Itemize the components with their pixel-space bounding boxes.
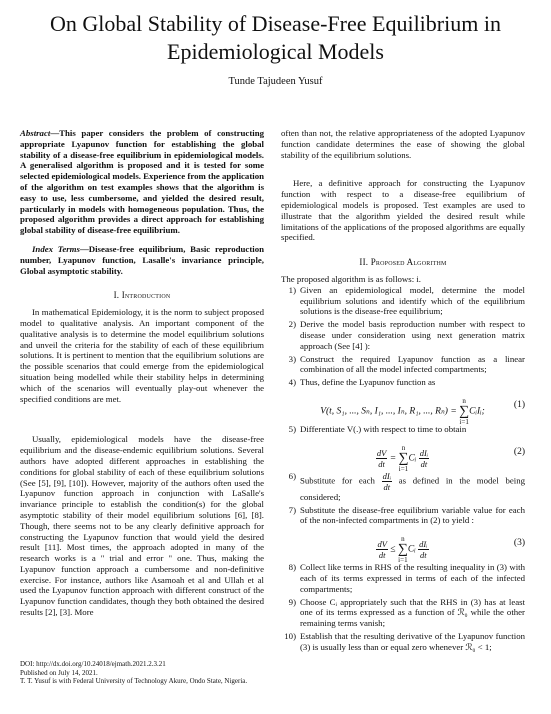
left-column xyxy=(20,128,264,618)
algorithm-intro: The proposed algorithm is as follows: i. xyxy=(281,273,421,284)
section-heading-proposed-algorithm: II. Proposed Algorithm xyxy=(359,257,447,268)
intro-paragraph-2: Usually, epidemiological models have the disease-free equilibrium and the disease-endemic equilibrium solutions. Several authors have adopted different approaches in establishing the conditions for global stability of each of these equilibrium solutions (See [5], [9], [10]). However, majority of the authors often used the Lyapunov function approach in conjunction with LaSalle's invariance principle to establish the condition(s) for the global asymptotic stability of their model equilibrium solutions [6], [8]. Though, there seems not to be any clearly definitive approach for constructing the Lyapunov function that would yield the desired result [11]. Most times, the approach adopted in many of the research works is a " trial and error " one. Thus, making the Lyapunov function approach a cumbersome and non-definitive exercise. For instance, authors like Asamoah et al and Ullah et al used the Lyapunov function approach with different construct of the Lyapunov function candidates, though they both obtained the desired results [2], [3]. More xyxy=(20,434,264,618)
algorithm-step: 9) Choose Cᵢ appropriately such that the RHS in (3) has at least one of its terms expressed as a function of ℛ₀ while the other remaining terms vanish; xyxy=(288,596,525,629)
publication-date: Published on July 14, 2021. xyxy=(20,668,98,677)
algorithm-step: 5) Differentiate V(.) with respect to time to obtain $\frac{dV}{dt}$ = n ∑ i=1Cᵢ $\frac{\text{dIᵢ}}{dt}$ (2) xyxy=(288,423,525,473)
title-line-1: On Global Stability of Disease-Free Equilibrium in xyxy=(50,11,501,36)
equation-number: (2) xyxy=(513,446,525,457)
algorithm-steps xyxy=(281,285,525,653)
algorithm-step: 1) Given an epidemiological model, determine the model equilibrium solutions and identify which of the equilibrium solutions is the disease-free equilibrium; xyxy=(288,284,525,317)
intro-paragraph-1: In mathematical Epidemiology, it is the norm to subject proposed model to qualitative analysis. An important component of the qualitative analysis is to determine the model equilibrium solutions and unveil the criteria for the stability of each of these equilibrium solutions. It is pertinent to mention that the equilibrium solutions are the possible scenarios that could emerge from the epidemiological situation being modelled while their stability helps in determining which of the scenarios will eventually play-out whenever the specified conditions are met. xyxy=(20,307,264,404)
section-heading-introduction: I. Introduction xyxy=(113,290,171,301)
index-terms xyxy=(20,244,264,276)
algorithm-step: 7) Substitute the disease-free equilibrium variable value for each of the non-infected compartments in (2) to yield : $\frac{dV}{dt}$ ≤ n ∑ i=1Cᵢ $\frac{\text{dIᵢ}}{dt}$ (3) xyxy=(288,504,525,565)
author-affiliation: T. T. Yusuf is with Federal University of Technology Akure, Ondo State, Nigeria. xyxy=(20,677,248,685)
sum-symbol: n ∑ i=1 xyxy=(459,396,470,426)
index-terms-label: Index Terms xyxy=(32,243,80,254)
equation-3: $\frac{dV}{dt}$ ≤ n ∑ i=1Cᵢ $\frac{\text{dIᵢ}}{dt}$ (3) xyxy=(377,535,525,565)
algorithm-step: 2) Derive the model basis reproduction number with respect to disease under consideration using next generation matrix approach (See [4] ): xyxy=(288,319,525,351)
doi-link[interactable]: DOI: http://dx.doi.org/10.24018/ejmath.2021.2.3.21 xyxy=(20,660,166,668)
intro-paragraph-3: often than not, the relative appropriateness of the adopted Lyapunov function candidate determines the ease of showing the global stability of the equilibrium solutions. xyxy=(281,128,525,160)
paper-title xyxy=(0,10,551,66)
algorithm-step: 6) Substitute for each $\frac{\text{dIᵢ}}{dt}$ as defined in the model being considered; xyxy=(288,470,525,502)
right-column xyxy=(281,128,525,655)
abstract xyxy=(20,128,264,236)
title-line-2: Epidemiological Models xyxy=(167,39,384,64)
equation-2: $\frac{dV}{dt}$ = n ∑ i=1Cᵢ $\frac{\text{dIᵢ}}{dt}$ (2) xyxy=(376,443,525,473)
intro-paragraph-4: Here, a definitive approach for constructing the Lyapunov function with respect to a disease-free equilibrium of epidemiological models is proposed. Test examples are used to illustrate that the algorithm yielded the desired result while limitations of the applications of the proposed algorithms are equally specified. xyxy=(281,178,525,243)
algorithm-step: 4) Thus, define the Lyapunov function as V(t, S₁, ..., Sₙ, I₁, ..., Iₙ, R₁, ..., Rₙ) = n ∑ i=1CᵢIᵢ; (1) xyxy=(288,377,525,426)
sum-symbol: n ∑ i=1 xyxy=(397,535,408,565)
equation-1: V(t, S₁, ..., Sₙ, I₁, ..., Iₙ, R₁, ..., Rₙ) = n ∑ i=1CᵢIᵢ; (1) xyxy=(320,396,525,426)
algorithm-step: 3) Construct the required Lyapunov function as a linear combination of all the model infected compartments; xyxy=(288,353,525,375)
algorithm-step: 8) Collect like terms in RHS of the resulting inequality in (3) with each of its terms expressed in terms of each of the infected compartments; xyxy=(288,562,525,594)
algorithm-step: 10) Establish that the resulting derivative of the Lyapunov function (3) is usually less than or equal zero whenever ℛ₀ < 1; xyxy=(284,630,525,652)
index-terms-text: —Disease-free equilibrium, Basic reproduction number, Lyapunov function, Lasalle's invariance principle, Global asymptotic stability. xyxy=(20,243,264,276)
author-name: Tunde Tajudeen Yusuf xyxy=(228,76,323,87)
equation-number: (3) xyxy=(513,538,525,549)
sum-symbol: n ∑ i=1 xyxy=(398,443,409,473)
equation-number: (1) xyxy=(513,399,525,410)
abstract-text: —This paper considers the problem of constructing appropriate Lyapunov function for establishing the global stability of a disease-free equilibrium in epidemiological models. A generalised algorithm is proposed and it is tested for some selected epidemiological models. Experience from the application of the algorithm on test examples shows that the algorithm is easy to use, less cumbersome, and yielded the desired result, particularly in models with homogeneous population. Thus, the proposed algorithm provides a direct approach for establishing global stability of disease-free equilibrium. xyxy=(20,128,264,236)
footnote xyxy=(20,660,264,686)
abstract-label: Abstract xyxy=(20,128,51,138)
